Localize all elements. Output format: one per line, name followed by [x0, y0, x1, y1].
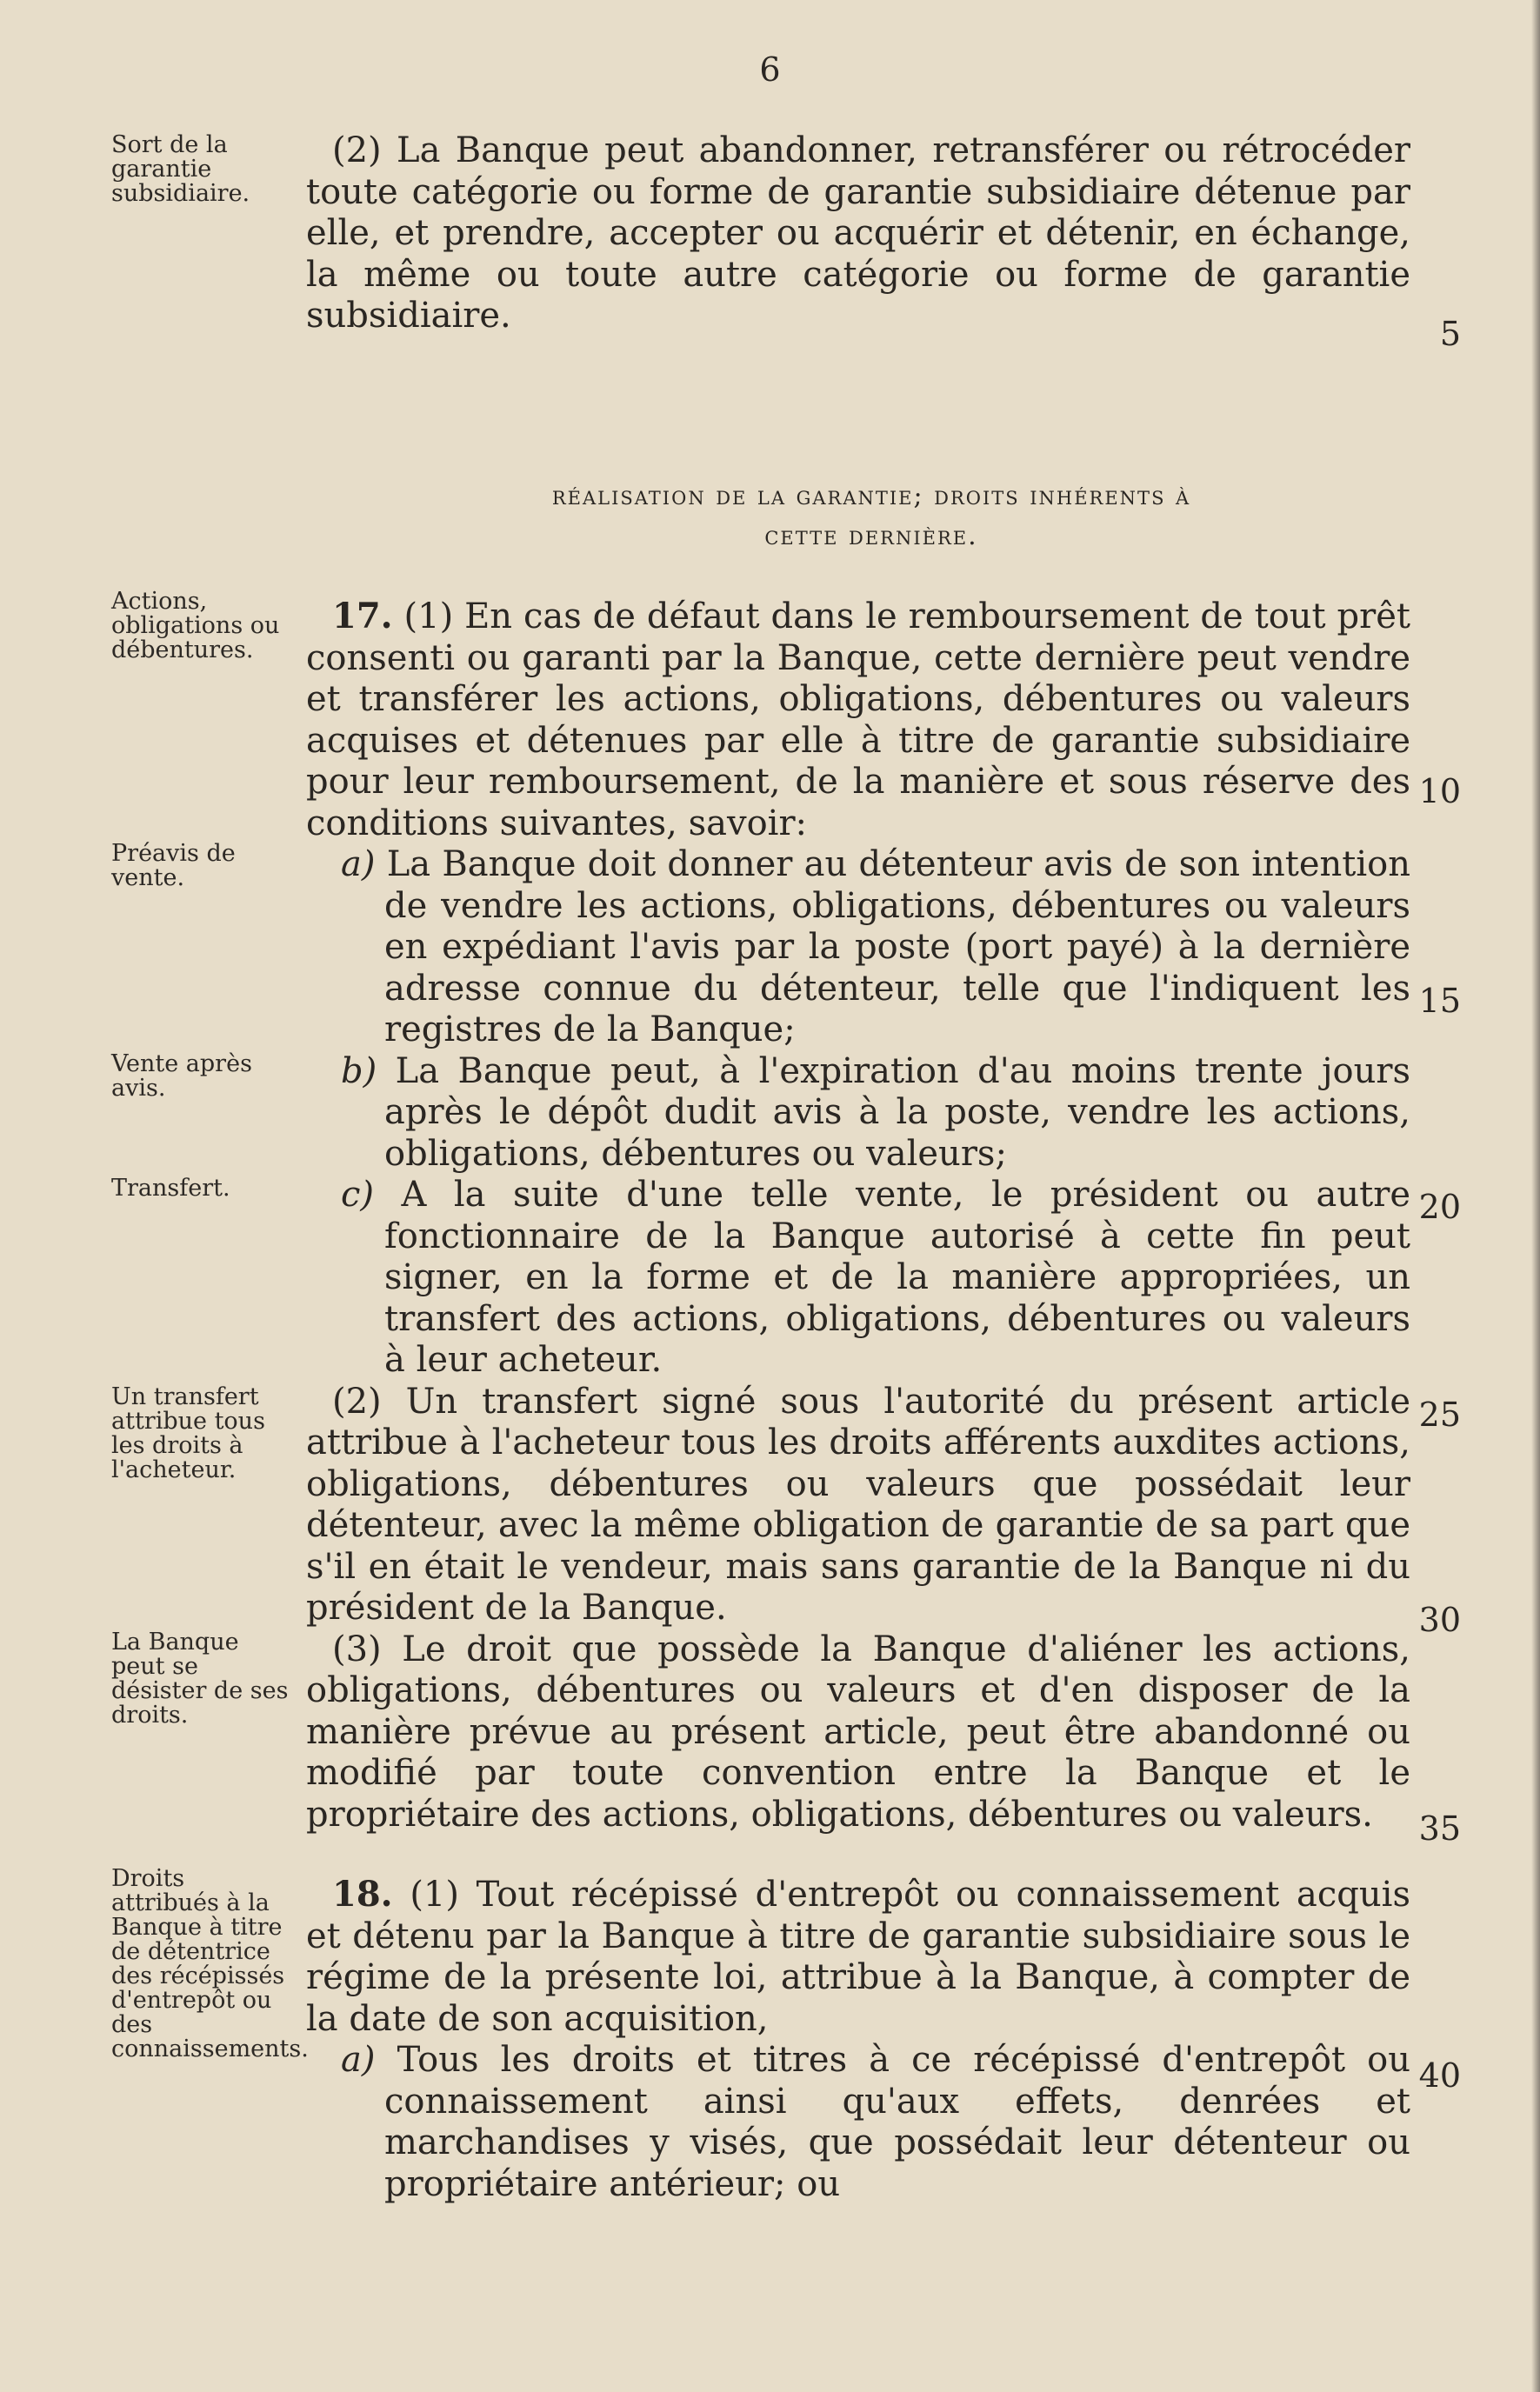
page-edge-shadow — [1531, 0, 1540, 2392]
margin-note-transfert: Transfert. — [111, 1175, 230, 1202]
line-number-15: 15 — [1418, 982, 1461, 1020]
margin-note-droits-attribues: Droits attribués à la Banque à titre de détentrice des récépissés d'entrepôt ou des connaissements. — [111, 1865, 309, 2062]
section-17 — [306, 596, 1410, 1836]
line-number-40: 40 — [1418, 2056, 1461, 2095]
line-number-5: 5 — [1439, 315, 1461, 353]
margin-note-actions: Actions, obligations ou débentures. — [111, 588, 280, 663]
paragraph-18-1 — [306, 1874, 1410, 2040]
page-number: 6 — [759, 50, 781, 89]
item-17-b-letter: b) — [341, 1050, 377, 1091]
section-17-number: 17. — [332, 596, 393, 636]
section-18 — [306, 1874, 1410, 2205]
heading-line-1: réalisation de la garantie; droits inhérents à — [551, 481, 1191, 511]
item-17-c — [306, 1175, 1410, 1382]
item-17-a-text: La Banque doit donner au détenteur avis de son intention de vendre les actions, obligations, débentures ou valeurs en expédiant l'avis par la poste (port payé) à la dernière adresse connue du détenteur, telle que l'indiquent les registres de la Banque; — [384, 844, 1410, 1049]
item-17-c-text: A la suite d'une telle vente, le président ou autre fonctionnaire de la Banque autorisé à cette fin peut signer, en la forme et de la manière appropriées, un transfert des actions, obligations, débentures ou valeurs à leur acheteur. — [384, 1175, 1411, 1380]
item-17-a-letter: a) — [341, 844, 376, 884]
heading-line-2: cette dernière. — [764, 521, 978, 551]
line-number-30: 30 — [1418, 1601, 1461, 1639]
margin-note-vente-apres-avis: Vente après avis. — [111, 1050, 252, 1102]
line-number-35: 35 — [1418, 1809, 1461, 1848]
margin-note-sort-garantie: Sort de la garantie subsidiaire. — [111, 131, 250, 207]
item-17-b — [306, 1051, 1410, 1176]
paragraph-17-2: (2) Un transfert signé sous l'autorité du présent article attribue à l'acheteur tous les droits afférents auxdites actions, obligations, débentures ou valeurs que possédait leur détenteur, avec la même obligation de garantie de sa part que s'il en était le vendeur, mais sans garantie de la Banque ni du président de la Banque. — [306, 1381, 1410, 1628]
paragraph-17-1-text: (1) En cas de défaut dans le remboursement de tout prêt consenti ou garanti par la Banque, cette dernière peut vendre et transférer les actions, obligations, débentures ou valeurs acquises et détenues par elle à titre de garantie subsidiaire pour leur remboursement, de la manière et sous réserve des conditions suivantes, savoir: — [306, 596, 1411, 843]
line-number-25: 25 — [1418, 1396, 1461, 1434]
item-17-a — [306, 844, 1410, 1051]
line-number-10: 10 — [1418, 772, 1461, 810]
margin-note-desister: La Banque peut se désister de ses droits. — [111, 1629, 289, 1729]
item-18-a-letter: a) — [341, 2040, 376, 2080]
section-heading — [306, 476, 1437, 556]
paragraph-18-1-text: (1) Tout récépissé d'entrepôt ou connaissement acquis et détenu par la Banque à titre de garantie subsidiaire sous le régime de la présente loi, attribue à la Banque, à compter de la date de son acquisition, — [306, 1875, 1410, 2039]
paragraph-16-2: (2) La Banque peut abandonner, retransférer ou rétrocéder toute catégorie ou forme de garantie subsidiaire détenue par elle, et prendre, accepter ou acquérir et détenir, en échange, la même ou toute autre catégorie ou forme de garantie subsidiaire. — [306, 130, 1410, 336]
item-18-a-text: Tous les droits et titres à ce récépissé d'entrepôt ou connaissement ainsi qu'aux effets, denrées et marchandises y visés, que possédait leur détenteur ou propriétaire antérieur; ou — [384, 2040, 1410, 2204]
section-16-subsection-2 — [306, 130, 1410, 337]
item-17-b-text: La Banque peut, à l'expiration d'au moins trente jours après le dépôt dudit avis à la poste, vendre les actions, obligations, débentures ou valeurs; — [384, 1050, 1410, 1174]
item-17-c-letter: c) — [341, 1175, 375, 1215]
margin-note-un-transfert: Un transfert attribue tous les droits à l'acheteur. — [111, 1383, 265, 1483]
paragraph-17-1 — [306, 596, 1410, 844]
item-18-a — [306, 2040, 1410, 2205]
margin-note-preavis: Préavis de vente. — [111, 840, 236, 891]
paragraph-17-3: (3) Le droit que possède la Banque d'aliéner les actions, obligations, débentures ou valeurs et d'en disposer de la manière prévue au présent article, peut être abandonné ou modifié par toute convention entre la Banque et le propriétaire des actions, obligations, débentures ou valeurs. — [306, 1629, 1410, 1835]
section-18-number: 18. — [332, 1874, 393, 1915]
line-number-20: 20 — [1418, 1188, 1461, 1226]
